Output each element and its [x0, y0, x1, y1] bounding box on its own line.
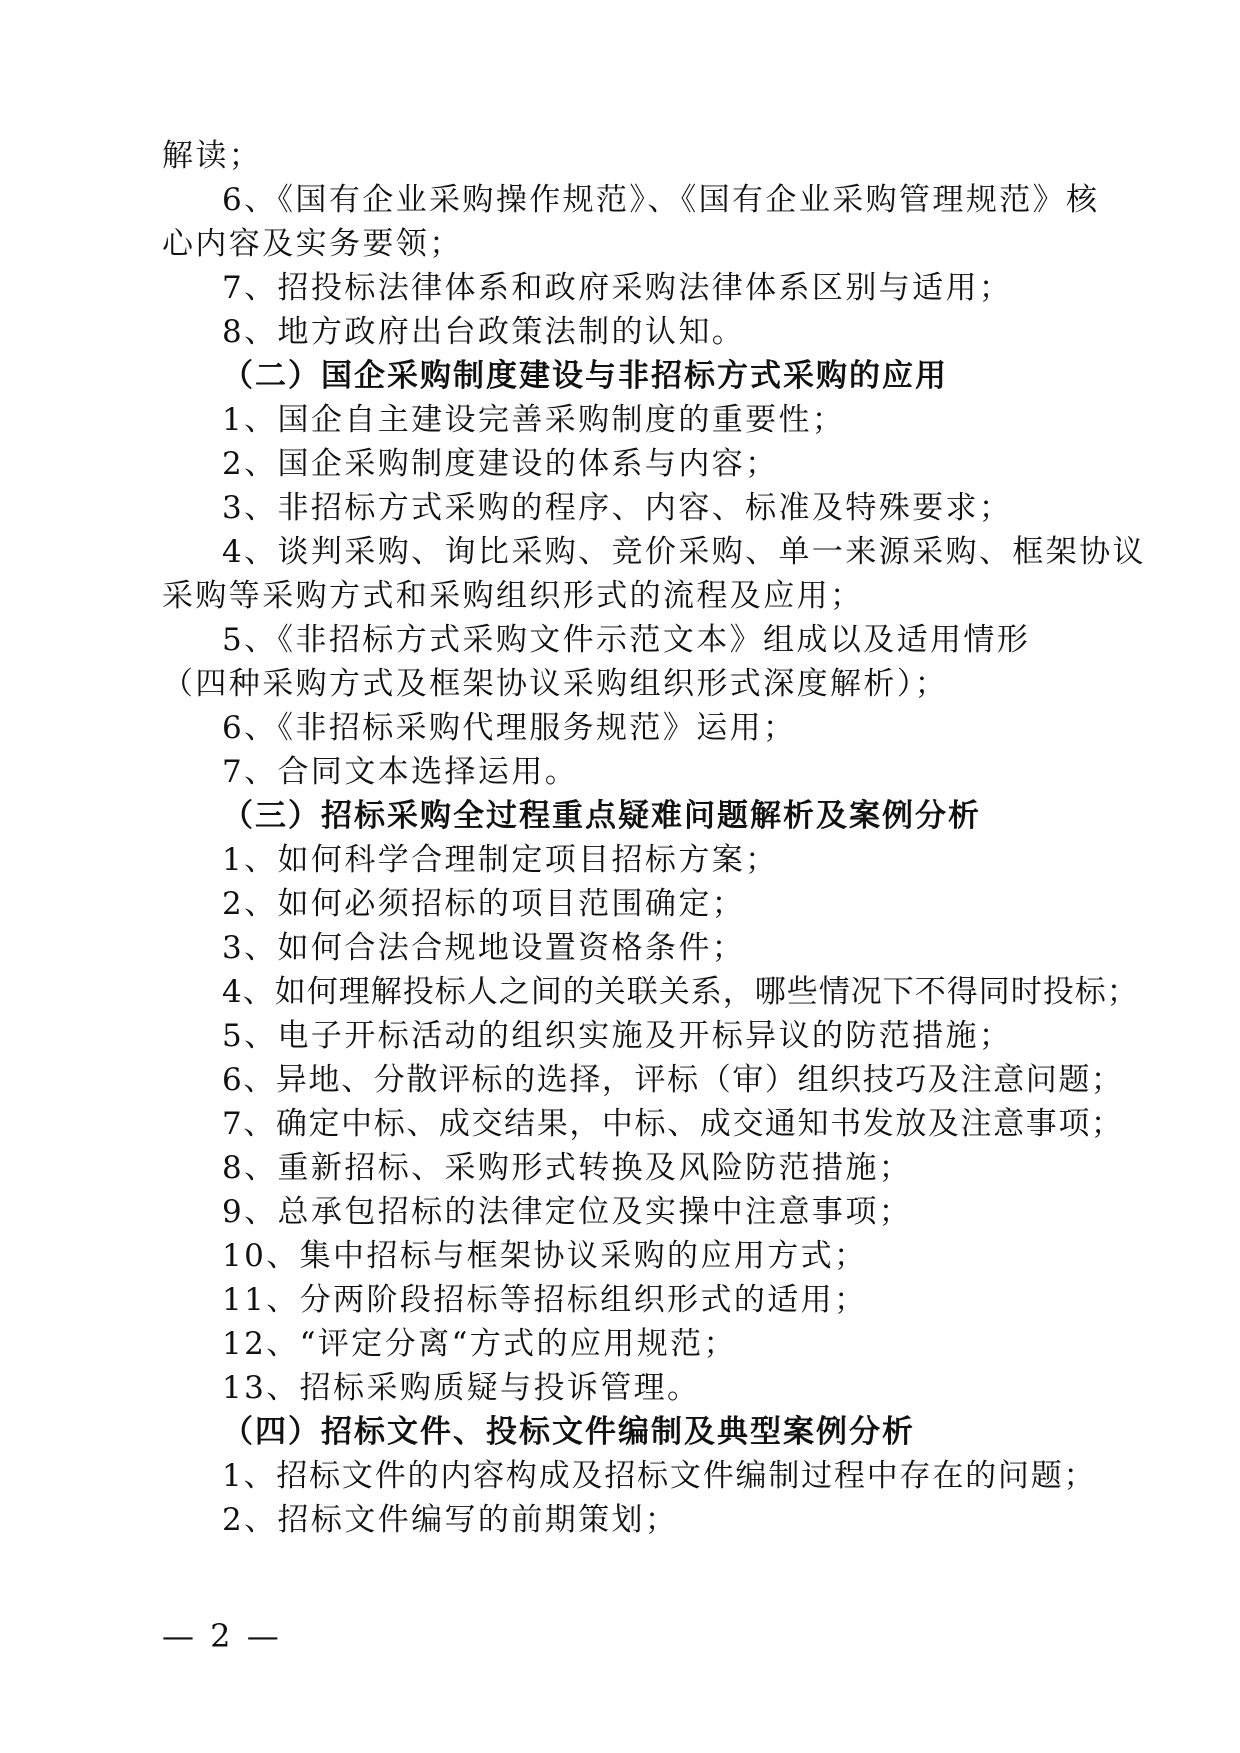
text-line: 13、招标采购质疑与投诉管理。: [222, 1370, 701, 1406]
text-line: 解读；: [162, 138, 263, 174]
text-line: 采购等采购方式和采购组织形式的流程及应用；: [162, 578, 864, 614]
text-line: 12、“评定分离“方式的应用规范；: [222, 1326, 737, 1362]
text-line: 11、分两阶段招标等招标组织形式的适用；: [222, 1282, 868, 1318]
text-line: 2、如何必须招标的项目范围确定；: [222, 886, 746, 922]
text-line: 3、非招标方式采购的程序、内容、标准及特殊要求；: [222, 490, 1013, 526]
text-line: 1、如何科学合理制定项目招标方案；: [222, 842, 779, 878]
text-line: 6、《国有企业采购操作规范》、《国有企业采购管理规范》核: [222, 182, 1100, 218]
section-heading-2: （二）国企采购制度建设与非招标方式采购的应用: [222, 358, 948, 394]
text-line: 1、招标文件的内容构成及招标文件编制过程中存在的问题；: [222, 1458, 1097, 1494]
text-line: 1、国企自主建设完善采购制度的重要性；: [222, 402, 846, 438]
text-line: 10、集中招标与框架协议采购的应用方式；: [222, 1238, 868, 1274]
text-line: 6、异地、分散评标的选择，评标（审）组织技巧及注意问题；: [222, 1062, 1124, 1098]
text-line: 5、《非招标方式采购文件示范文本》组成以及适用情形: [222, 622, 1031, 658]
text-line: 3、如何合法合规地设置资格条件；: [222, 930, 746, 966]
text-line: 6、《非招标采购代理服务规范》运用；: [222, 710, 797, 746]
text-line: 2、国企采购制度建设的体系与内容；: [222, 446, 779, 482]
text-line: 7、确定中标、成交结果，中标、成交通知书发放及注意事项；: [222, 1106, 1124, 1142]
text-line: 5、电子开标活动的组织实施及开标异议的防范措施；: [222, 1018, 1013, 1054]
text-line: 7、招投标法律体系和政府采购法律体系区别与适用；: [222, 270, 1013, 306]
text-line: 4、如何理解投标人之间的关联关系，哪些情况下不得同时投标；: [222, 974, 1139, 1010]
text-line: 9、总承包招标的法律定位及实操中注意事项；: [222, 1194, 913, 1230]
text-line: 8、地方政府出台政策法制的认知。: [222, 314, 746, 350]
text-line: 2、招标文件编写的前期策划；: [222, 1502, 679, 1538]
section-heading-3: （三）招标采购全过程重点疑难问题解析及案例分析: [222, 798, 981, 834]
text-line: 心内容及实务要领；: [162, 226, 463, 262]
section-heading-4: （四）招标文件、投标文件编制及典型案例分析: [222, 1414, 915, 1450]
text-line: 4、谈判采购、询比采购、竞价采购、单一来源采购、框架协议: [222, 534, 1146, 570]
page-number: — 2 —: [162, 1617, 282, 1655]
text-line: 8、重新招标、采购形式转换及风险防范措施；: [222, 1150, 913, 1186]
text-line: 7、合同文本选择运用。: [222, 754, 579, 790]
text-line: （四种采购方式及框架协议采购组织形式深度解析）；: [162, 666, 949, 702]
